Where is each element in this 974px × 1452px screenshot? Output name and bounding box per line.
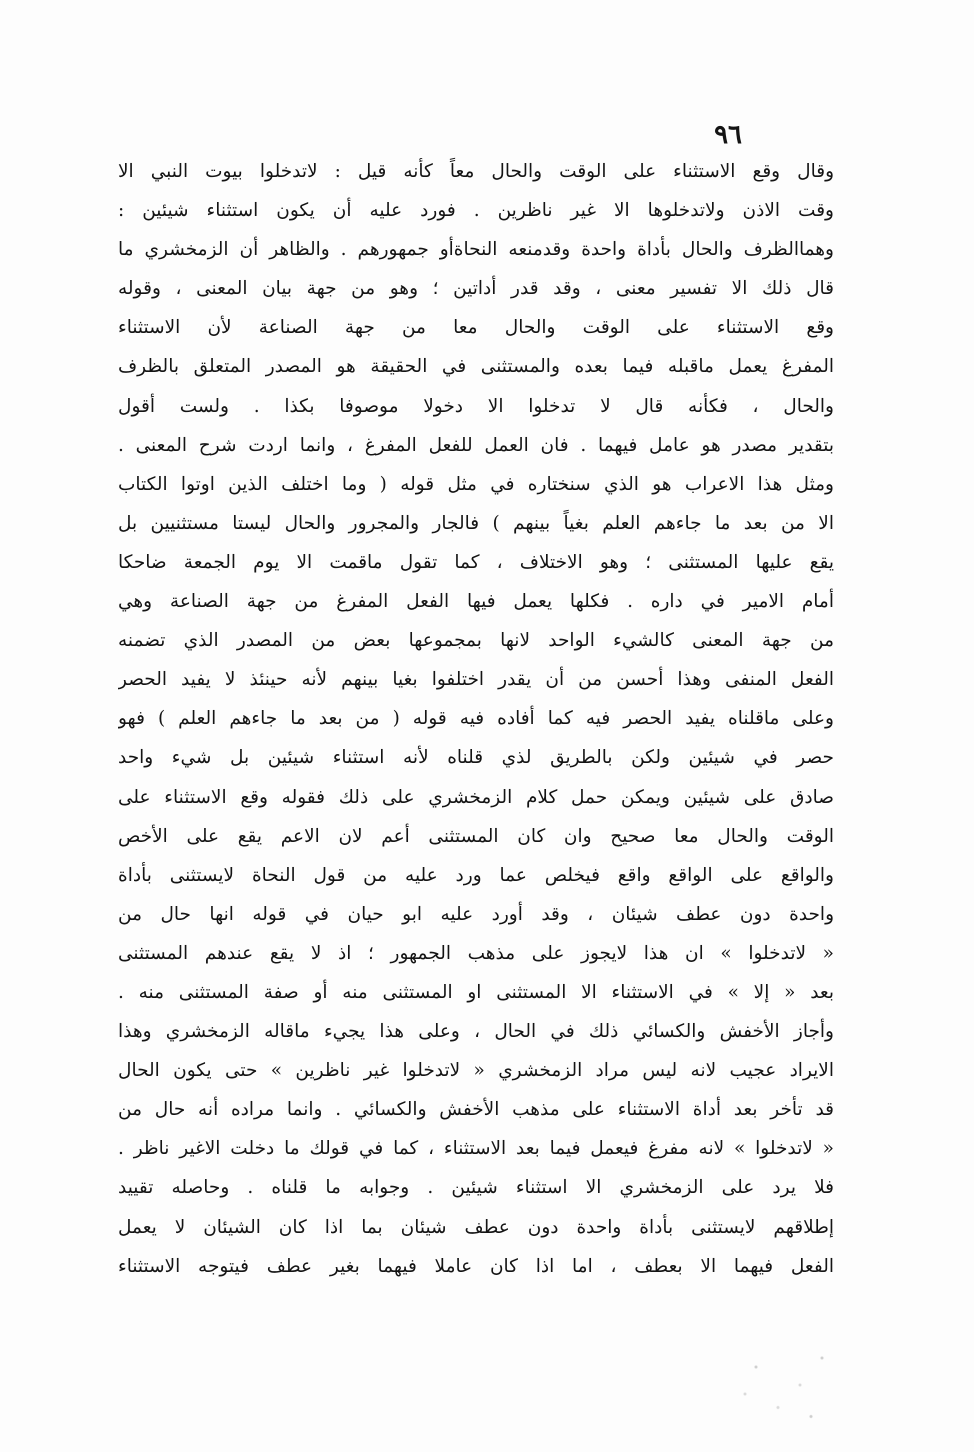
text-line: بعد « إلا » في الاستثناء الا المستثنى او المستثنى منه أو صفة المستثنى منه . — [118, 981, 834, 1003]
text-line: الفعل فيهما الا بعطف ، اما اذا كان عاملا فيهما بغير عطف فيتوجه الاستثناء — [118, 1255, 834, 1277]
text-line: حصر في شيئين ولكن بالطريق لذي قلناه لأنه استثناء شيئين بل شيء واحد — [118, 747, 834, 769]
text-line: يقع عليها المستثنى ؛ وهو الاختلاف ، كما تقول ماقمت الا يوم الجمعة ضاحكا — [118, 551, 834, 573]
text-line: الفعل المنفى وهذا أحسن من أن يقدر اختلفوا بغيا بينهم لأنه حينئذ لا يفيد الحصر — [118, 669, 834, 691]
text-line: « لاتدخلوا » لانه مفرغ فيعمل فيما بعد الاستثناء ، كما في قولك ما دخلت الاغير ناظر . — [118, 1138, 834, 1160]
text-line: وقال وقع الاستثناء على الوقت والحال معاً كأنه قيل : لاتدخلوا بيوت النبي الا — [118, 161, 834, 182]
text-line: والحال ، فكأنه قال لا تدخلوا الا دخولا موصوفا بكذا . ولست أقول — [118, 395, 834, 417]
page-number: ٩٦ — [714, 120, 742, 150]
text-line: وأجاز الأخفش والكسائي ذلك في الحال ، وعلى هذا يجيء ماقاله الزمخشري وهذا — [118, 1021, 834, 1043]
text-line: قد تأخر بعد أداة الاستثناء على مذهب الأخفش والكسائي . وانما مراده أنه حال من — [118, 1099, 834, 1121]
text-line: قال ذلك الا تفسير معنى ، وقد قدر أداتين ؛ وهو من جهة بيان المعنى ، وقوله — [118, 278, 834, 300]
text-line: المفرغ يعمل ماقبله فيما بعده والمستثنى في الحقيقة هو المصدر المتعلق بالظرف — [118, 356, 834, 378]
text-line: الا من بعد ما جاءهم العلم بغياً بينهم ) فالجار والمجرور والحال ليستا مستثنيين بل — [118, 512, 834, 534]
text-line: « لاتدخلوا » ان هذا لايجوز على مذهب الجمهور ؛ اذ لا يقع عندهم المستثنى — [118, 942, 834, 964]
text-line: واحدة دون عطف شيئان ، وقد أورد عليه ابو حيان في قوله انها حال من — [118, 903, 834, 925]
text-line: وقع الاستثناء على الوقت والحال معا من جهة الصناعة لأن الاستثناء — [118, 317, 834, 339]
text-line: فلا يرد على الزمخشري الا استثناء شيئين . وجوابه ما قلناه . وحاصله تقييد — [118, 1177, 834, 1199]
text-line: وقت الاذن ولاتدخلوها الا غير ناظرين . فورد عليه أن يكون استثناء شيئين : — [118, 200, 834, 222]
text-line: وعلى ماقلناه يفيد الحصر فيه كما أفاده فيه قوله ( من بعد ما جاءهم العلم ) فهو — [118, 708, 834, 730]
scan-noise — [734, 1340, 844, 1430]
text-line: بتقدير مصدر هو عامل فيهما . فان العمل للفعل المفرغ ، وانما اردت شرح المعنى . — [118, 434, 834, 456]
text-line: صادق على شيئين ويمكن حمل كلام الزمخشري على ذلك فقوله وقع الاستثناء على — [118, 786, 834, 808]
text-line: والواقع على الواقع واقع فيخلص عما ورد عليه من قول النحاة لايستثنى بأداة — [118, 864, 834, 886]
text-line: إطلاقهم لايستثنى بأداة واحدة دون عطف شيئان بما اذا كان الشيئان لا يعمل — [118, 1216, 834, 1238]
body-text — [118, 152, 834, 1286]
text-line: من جهة المعنى كالشيء الواحد لانها بمجموعها بعض من المصدر الذي تضمنه — [118, 630, 834, 652]
text-line: ومثل هذا الاعراب هو الذي سنختاره في مثل قوله ( وما اختلف الذين اوتوا الكتاب — [118, 473, 834, 495]
text-line: الايراد عجيب لانه ليس مراد الزمخشري « لاتدخلوا غير ناظرين » حتى يكون الحال — [118, 1060, 834, 1082]
text-line: الوقت والحال معا صحيح وان كان المستثنى أعم لان الاعم يقع على الأخص — [118, 825, 834, 847]
text-line: أمام الامير في داره . فكلها يعمل فيها الفعل المفرغ من جهة الصناعة وهي — [118, 591, 834, 613]
text-line: وهماالظرف والحال بأداة واحدة وقدمنعه النحاةأو جمهورهم . والظاهر أن الزمخشري ما — [118, 239, 834, 261]
